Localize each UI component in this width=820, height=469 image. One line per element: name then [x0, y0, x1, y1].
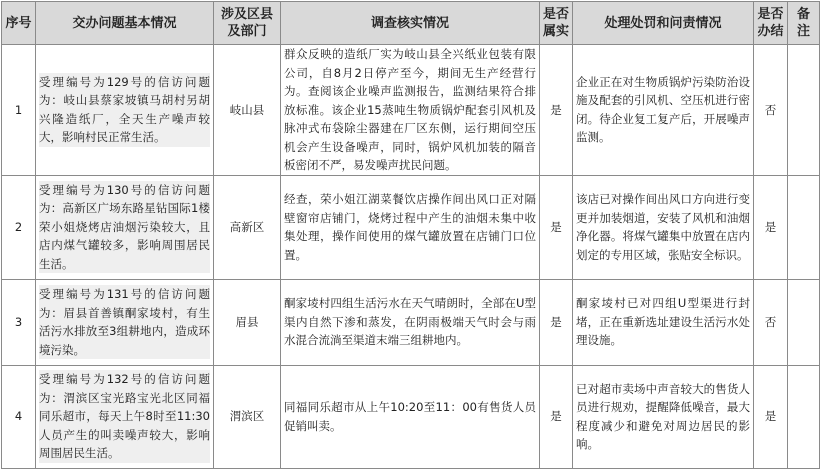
header-true: 是否属实: [540, 2, 573, 45]
header-handling: 处理处罚和问责情况: [573, 2, 754, 45]
row-remark: [788, 365, 820, 468]
header-investigation: 调查核实情况: [281, 2, 540, 45]
row-index: 3: [2, 279, 36, 365]
header-remark: 备注: [788, 2, 820, 45]
row-handling: 企业正在对生物质锅炉污染防治设施及配套的引风机、空压机进行密闭。待企业复工复产后，开展噪声监测。: [573, 45, 754, 176]
header-district: 涉及区县及部门: [214, 2, 281, 45]
header-index: 序号: [2, 2, 36, 45]
row-handling: 酮家堎村已对四组U型渠进行封堵，正在重新选址建设生活污水处理设施。: [573, 279, 754, 365]
row-closed: 是: [754, 175, 788, 279]
table-row: [2, 365, 820, 468]
header-closed: 是否办结: [754, 2, 788, 45]
table-row: [2, 45, 820, 176]
row-true: 是: [540, 175, 573, 279]
complaint-table: [1, 1, 820, 469]
table-header-row: [2, 2, 820, 45]
row-basic: 受理编号为129号的信访问题为：岐山县蔡家坡镇马胡村另胡兴隆造纸厂，全天生产噪声较大，影响村民正常生活。: [36, 45, 214, 176]
row-true: 是: [540, 279, 573, 365]
row-investigation: 酮家堎村四组生活污水在天气晴朗时，全部在U型渠内自然下渗和蒸发，在阴雨极端天气时会与雨水混合流淌至渠道末端三组耕地内。: [281, 279, 540, 365]
row-true: 是: [540, 365, 573, 468]
table-row: [2, 175, 820, 279]
row-district: 渭滨区: [214, 365, 281, 468]
header-basic: 交办问题基本情况: [36, 2, 214, 45]
table-row: [2, 279, 820, 365]
row-handling: 该店已对操作间出风口方向进行变更并加装烟道，安装了风机和油烟净化器。将煤气罐集中放置在店内划定的专用区域，张贴安全标识。: [573, 175, 754, 279]
row-investigation: 群众反映的造纸厂实为岐山县全兴纸业包装有限公司，自8月2日停产至今，期间无生产经营行为。查阅该企业噪声监测报告，监测结果符合排放标准。该企业15蒸吨生物质锅炉配套引风机及脉冲式布袋除尘器建在厂区东侧，运行期间空压机会产生设备噪声，同时，锅炉风机加装的隔音板密闭不严，易发噪声扰民问题。: [281, 45, 540, 176]
row-district: 岐山县: [214, 45, 281, 176]
row-true: 是: [540, 45, 573, 176]
row-closed: 否: [754, 45, 788, 176]
row-district: 高新区: [214, 175, 281, 279]
row-remark: [788, 279, 820, 365]
row-index: 4: [2, 365, 36, 468]
row-basic: 受理编号为130号的信访问题为：高新区广场东路星钻国际1楼荣小姐烧烤店油烟污染较大，且店内煤气罐较多，影响周围居民生活。: [36, 175, 214, 279]
row-basic: 受理编号为132号的信访问题为：渭滨区宝光路宝光北区同福同乐超市，每天上午8时至11:30人员产生的叫卖噪声较大，影响周围居民生活。: [36, 365, 214, 468]
row-closed: 是: [754, 365, 788, 468]
row-index: 1: [2, 45, 36, 176]
row-closed: 否: [754, 279, 788, 365]
row-index: 2: [2, 175, 36, 279]
row-remark: [788, 175, 820, 279]
row-basic: 受理编号为131号的信访问题为：眉县首善镇酮家堎村，有生活污水排放至3组耕地内，造成环境污染。: [36, 279, 214, 365]
row-handling: 已对超市卖场中声音较大的售货人员进行规劝，提醒降低噪音，最大程度减少和避免对周边居民的影响。: [573, 365, 754, 468]
row-investigation: 经查，荣小姐江湖菜餐饮店操作间出风口正对隔壁窗帘店铺门，烧烤过程中产生的油烟未集中收集处理，操作间使用的煤气罐放置在店铺门口位置。: [281, 175, 540, 279]
row-remark: [788, 45, 820, 176]
row-investigation: 同福同乐超市从上午10:20至11：00有售货人员促销叫卖。: [281, 365, 540, 468]
row-district: 眉县: [214, 279, 281, 365]
